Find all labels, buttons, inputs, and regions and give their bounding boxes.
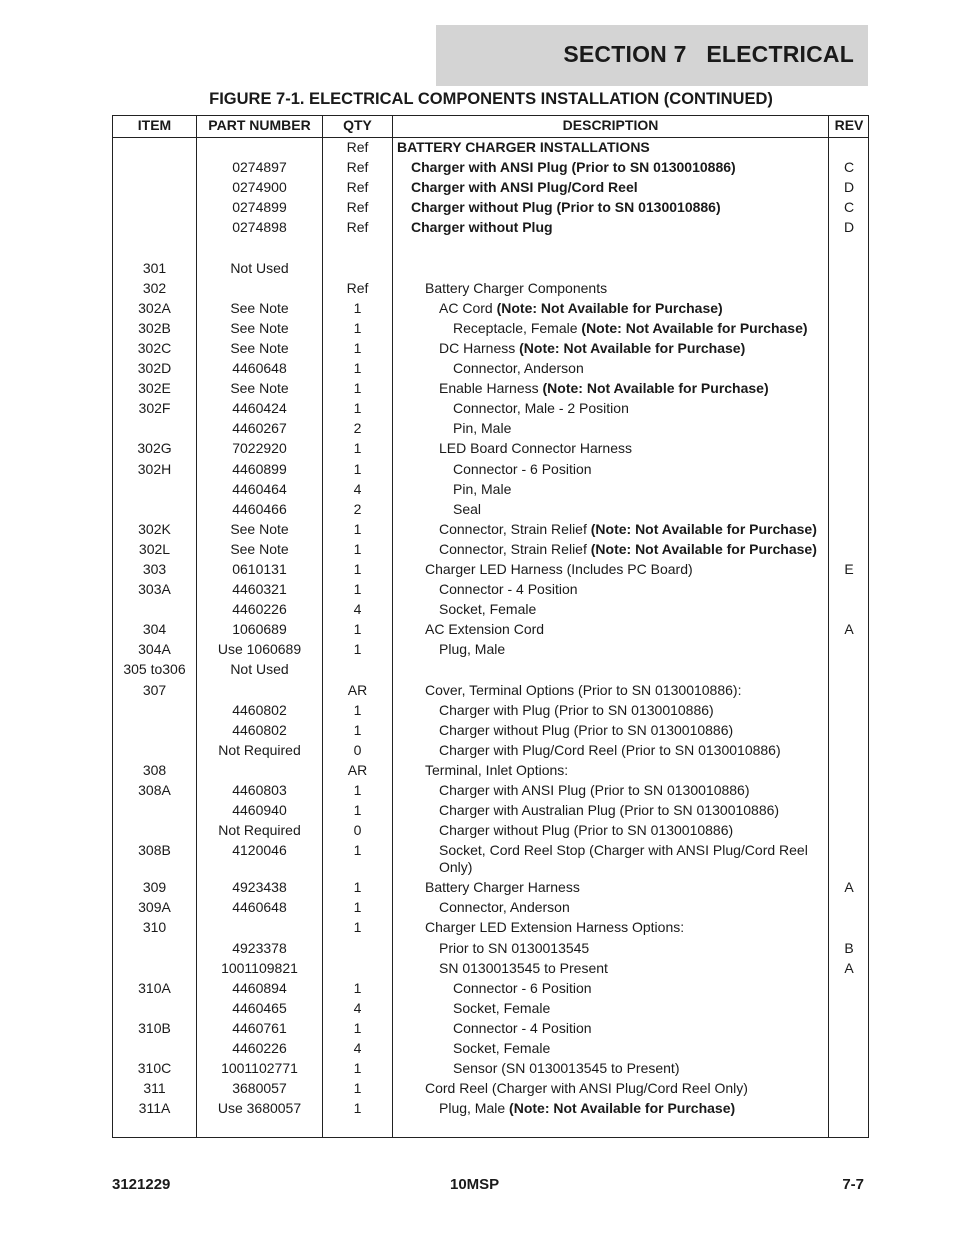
part-number: Not Required xyxy=(218,741,301,758)
description-text: Charger without Plug (Prior to SN 0130010886) xyxy=(439,721,734,738)
description-text: Plug, Male xyxy=(439,641,506,658)
description xyxy=(453,360,825,377)
part-number: 4460899 xyxy=(232,460,287,477)
description xyxy=(425,561,825,578)
part-number: See Note xyxy=(230,520,289,537)
quantity: Ref xyxy=(346,139,369,155)
description-text: DC Harness xyxy=(439,339,520,356)
description-text: Battery Charger Harness xyxy=(425,879,580,896)
description xyxy=(439,601,825,618)
description-text: Charger with ANSI Plug (Prior to SN 0130010886) xyxy=(439,782,750,798)
description-text: Pin, Male xyxy=(453,420,512,437)
item-number: 309A xyxy=(138,899,171,916)
description xyxy=(425,682,825,699)
description xyxy=(439,440,825,457)
description-text: Socket, Female xyxy=(453,999,551,1016)
revision: A xyxy=(844,879,854,896)
description xyxy=(425,879,825,896)
part-number: 4460226 xyxy=(232,1040,287,1057)
figure-title: FIGURE 7-1. ELECTRICAL COMPONENTS INSTALLATION (CONTINUED) xyxy=(209,90,773,108)
description xyxy=(453,320,825,337)
table-row xyxy=(113,999,868,1019)
table-row xyxy=(113,721,868,741)
description-text: Charger with Plug/Cord Reel (Prior to SN 0130010886) xyxy=(439,741,781,758)
part-number: See Note xyxy=(230,540,289,557)
part-number: 4460464 xyxy=(232,480,287,497)
item-number: 302B xyxy=(138,319,171,336)
description-text: Connector, Strain Relief xyxy=(439,520,591,537)
item-number: 303A xyxy=(138,581,171,598)
header-description: DESCRIPTION xyxy=(562,117,659,133)
description xyxy=(425,621,825,638)
table-row xyxy=(113,640,868,660)
description-text: Socket, Cord Reel Stop (Charger with ANSI Plug/Cord Reel Only) xyxy=(439,842,808,876)
table-row xyxy=(113,580,868,600)
quantity: 1 xyxy=(353,979,362,996)
quantity: 1 xyxy=(353,360,362,377)
quantity: 1 xyxy=(353,339,362,356)
quantity: 4 xyxy=(353,999,362,1016)
description xyxy=(411,159,825,176)
table-row xyxy=(113,821,868,841)
table-row xyxy=(113,1019,868,1039)
part-number: Not Used xyxy=(230,259,289,276)
description-text: Cord Reel (Charger with ANSI Plug/Cord Reel Only) xyxy=(425,1080,748,1097)
quantity: AR xyxy=(347,761,368,778)
part-number: 0274897 xyxy=(232,159,287,176)
part-number: 1001102771 xyxy=(221,1060,298,1077)
part-number: 4460802 xyxy=(232,701,287,718)
description xyxy=(439,521,825,538)
table-row xyxy=(113,158,868,178)
quantity: Ref xyxy=(346,159,369,176)
description-text: Prior to SN 0130013545 xyxy=(439,939,590,956)
part-number: 4460803 xyxy=(232,782,287,798)
quantity: 0 xyxy=(353,822,362,839)
part-number: 4460648 xyxy=(232,360,287,377)
item-number: 301 xyxy=(142,259,167,276)
quantity: 2 xyxy=(353,420,362,437)
quantity: 1 xyxy=(353,782,362,798)
part-number: 0274900 xyxy=(232,179,287,196)
quantity: 1 xyxy=(353,560,362,577)
description-text: Sensor (SN 0130013545 to Present) xyxy=(453,1060,680,1077)
description-text: Connector - 6 Position xyxy=(453,460,592,477)
table-row xyxy=(113,299,868,319)
item-number: 308B xyxy=(138,842,171,859)
description-bold-text: Charger without Plug (Prior to SN 0130010886) xyxy=(411,199,721,216)
item-number: 308 xyxy=(142,761,167,778)
description-bold-text: (Note: Not Available for Purchase) xyxy=(590,520,817,537)
quantity: 1 xyxy=(353,299,362,316)
description-text: Socket, Female xyxy=(439,601,537,618)
description xyxy=(439,300,825,317)
description xyxy=(453,1000,825,1017)
table-row xyxy=(113,1099,868,1119)
table-row xyxy=(113,681,868,701)
item-number: 302F xyxy=(138,400,171,417)
description xyxy=(425,919,825,936)
quantity: 2 xyxy=(353,500,362,517)
item-number: 302D xyxy=(137,360,172,377)
description-bold-text: (Note: Not Available for Purchase) xyxy=(509,1100,736,1117)
description-text: Socket, Female xyxy=(453,1040,551,1057)
description-text: Enable Harness xyxy=(439,380,543,397)
table-row xyxy=(113,560,868,580)
header-rev: REV xyxy=(834,117,864,133)
quantity: 1 xyxy=(353,802,362,819)
description-text: Charger LED Harness (Includes PC Board) xyxy=(425,560,693,577)
item-number: 305 to306 xyxy=(123,661,186,678)
section-header-box xyxy=(436,25,868,86)
description xyxy=(453,501,825,518)
description-text: Battery Charger Components xyxy=(425,279,608,296)
table-row xyxy=(113,841,868,878)
description-bold-text: (Note: Not Available for Purchase) xyxy=(581,319,808,336)
quantity: 1 xyxy=(353,899,362,916)
part-number: 7022920 xyxy=(232,440,287,457)
quantity: 1 xyxy=(353,380,362,397)
item-number: 302A xyxy=(138,299,171,316)
revision: A xyxy=(844,621,854,638)
quantity: 1 xyxy=(353,621,362,638)
section-title: SECTION 7 ELECTRICAL xyxy=(563,41,854,67)
table-row xyxy=(113,279,868,299)
part-number: See Note xyxy=(230,319,289,336)
item-number: 308A xyxy=(138,782,171,798)
revision: C xyxy=(843,159,855,176)
description xyxy=(453,1040,825,1057)
description-text: AC Extension Cord xyxy=(425,621,545,638)
quantity: 1 xyxy=(353,520,362,537)
description xyxy=(439,1100,825,1117)
table-row xyxy=(113,660,868,680)
header-item: ITEM xyxy=(137,117,172,133)
description-text: Connector, Anderson xyxy=(453,360,584,377)
description-text: Charger without Plug (Prior to SN 0130010886) xyxy=(439,822,734,839)
part-number: 3680057 xyxy=(232,1080,287,1097)
item-number: 304A xyxy=(138,641,171,658)
table-row xyxy=(113,500,868,520)
item-number: 302E xyxy=(138,380,171,397)
quantity: 1 xyxy=(353,1019,362,1036)
table-row xyxy=(113,339,868,359)
description-text: Charger LED Extension Harness Options: xyxy=(425,919,685,936)
revision: D xyxy=(843,179,855,196)
description xyxy=(397,139,825,156)
item-number: 302H xyxy=(137,460,172,477)
part-number: 4460940 xyxy=(232,802,287,819)
revision: D xyxy=(843,219,855,236)
table-row xyxy=(113,399,868,419)
quantity: 1 xyxy=(353,1080,362,1097)
part-number: 4460267 xyxy=(232,420,287,437)
table-row xyxy=(113,979,868,999)
revision: C xyxy=(843,199,855,216)
quantity: 4 xyxy=(353,1040,362,1057)
quantity: Ref xyxy=(346,179,369,196)
description-text: Connector, Strain Relief xyxy=(439,540,591,557)
part-number: 4923378 xyxy=(232,939,287,956)
table-row xyxy=(113,460,868,480)
item-number: 311A xyxy=(138,1100,171,1117)
part-number: 4460648 xyxy=(232,899,287,916)
description-text: Plug, Male xyxy=(439,1100,510,1117)
part-number: 0274899 xyxy=(232,199,287,216)
part-number: 4460802 xyxy=(232,721,287,738)
description-bold-text: Charger without Plug xyxy=(411,219,553,236)
quantity: 1 xyxy=(353,721,362,738)
revision: E xyxy=(844,560,854,577)
table-row xyxy=(113,620,868,640)
table-row xyxy=(113,939,868,959)
description-text: Terminal, Inlet Options: xyxy=(425,761,569,778)
quantity: 1 xyxy=(353,919,362,936)
item-number: 309 xyxy=(142,879,167,896)
item-number: 304 xyxy=(142,621,167,638)
item-number: 302L xyxy=(138,540,171,557)
item-number: 302K xyxy=(138,520,171,537)
description xyxy=(439,380,825,397)
description-text: Charger with Australian Plug (Prior to SN 0130010886) xyxy=(439,802,780,819)
table-row xyxy=(113,439,868,459)
table-row xyxy=(113,741,868,761)
description xyxy=(439,842,825,876)
description xyxy=(453,980,825,997)
quantity: 4 xyxy=(353,480,362,497)
description-text: Receptacle, Female xyxy=(453,319,582,336)
item-number: 302G xyxy=(137,440,172,457)
description xyxy=(411,179,825,196)
description xyxy=(425,1080,825,1097)
table-row xyxy=(113,480,868,500)
description xyxy=(439,960,825,977)
table-row xyxy=(113,218,868,238)
item-number: 302C xyxy=(137,339,172,356)
footer-page-number: 7-7 xyxy=(842,1176,864,1193)
quantity: Ref xyxy=(346,279,369,296)
quantity: 1 xyxy=(353,879,362,896)
part-number: 0610131 xyxy=(232,560,287,577)
table-row xyxy=(113,359,868,379)
revision: A xyxy=(844,959,854,976)
revision: B xyxy=(844,939,854,956)
description xyxy=(411,219,825,236)
part-number: 4460894 xyxy=(232,979,287,996)
description xyxy=(425,762,825,779)
item-number: 303 xyxy=(142,560,167,577)
description xyxy=(439,641,825,658)
quantity: 1 xyxy=(353,400,362,417)
description-text: SN 0130013545 to Present xyxy=(439,959,608,976)
item-number: 310A xyxy=(138,979,171,996)
item-number: 311 xyxy=(143,1080,166,1097)
part-number: 4120046 xyxy=(232,842,287,859)
description xyxy=(439,581,825,598)
table-body xyxy=(113,138,868,1119)
quantity: 4 xyxy=(353,601,362,618)
description xyxy=(453,420,825,437)
part-number: See Note xyxy=(230,299,289,316)
description-bold-text: (Note: Not Available for Purchase) xyxy=(519,339,746,356)
quantity: 1 xyxy=(353,1060,362,1077)
table-row xyxy=(113,1079,868,1099)
footer-doc-number: 3121229 xyxy=(112,1176,171,1193)
quantity: 1 xyxy=(353,701,362,718)
description xyxy=(453,481,825,498)
description xyxy=(439,802,825,819)
part-number: 0274898 xyxy=(232,219,287,236)
quantity: 1 xyxy=(353,460,362,477)
part-number: Use 1060689 xyxy=(217,641,302,658)
description xyxy=(453,461,825,478)
description xyxy=(453,400,825,417)
quantity: AR xyxy=(347,681,368,698)
description-text: AC Cord xyxy=(439,299,497,316)
table-row xyxy=(113,1059,868,1079)
table-row xyxy=(113,419,868,439)
description-text: LED Board Connector Harness xyxy=(439,440,632,457)
table-row xyxy=(113,1039,868,1059)
table-row xyxy=(113,781,868,801)
quantity: 1 xyxy=(353,1100,362,1117)
part-number: 4460424 xyxy=(232,400,287,417)
quantity: Ref xyxy=(346,199,369,216)
description-bold-text: BATTERY CHARGER INSTALLATIONS xyxy=(397,139,650,155)
description xyxy=(439,940,825,957)
description xyxy=(453,1060,825,1077)
part-number: 4923438 xyxy=(232,879,287,896)
part-number: See Note xyxy=(230,380,289,397)
header-part-number: PART NUMBER xyxy=(208,117,311,133)
description-bold-text: (Note: Not Available for Purchase) xyxy=(590,540,817,557)
description-bold-text: (Note: Not Available for Purchase) xyxy=(542,380,769,397)
table-row xyxy=(113,238,868,258)
description-bold-text: Charger with ANSI Plug/Cord Reel xyxy=(411,179,638,196)
description-text: Connector, Male - 2 Position xyxy=(453,400,629,417)
description xyxy=(439,722,825,739)
description xyxy=(439,782,825,799)
description-text: Connector - 4 Position xyxy=(439,581,578,598)
table-row xyxy=(113,319,868,339)
description xyxy=(439,702,825,719)
item-number: 310C xyxy=(137,1060,172,1077)
description xyxy=(425,280,825,297)
table-row xyxy=(113,801,868,821)
description-text: Cover, Terminal Options (Prior to SN 0130010886): xyxy=(425,681,742,698)
description xyxy=(453,1020,825,1037)
description xyxy=(439,340,825,357)
description xyxy=(439,742,825,759)
table-row xyxy=(113,600,868,620)
description xyxy=(439,541,825,558)
description-text: Pin, Male xyxy=(453,480,512,497)
item-number: 310 xyxy=(142,919,167,936)
description-text: Seal xyxy=(453,500,482,517)
quantity: 1 xyxy=(353,842,362,859)
description xyxy=(439,899,825,916)
table-row xyxy=(113,379,868,399)
table-row xyxy=(113,540,868,560)
part-number: 4460465 xyxy=(232,999,287,1016)
table-row xyxy=(113,138,868,158)
part-number: See Note xyxy=(230,339,289,356)
quantity: 1 xyxy=(353,319,362,336)
quantity: 1 xyxy=(353,641,362,658)
parts-table xyxy=(112,115,869,1138)
quantity: 1 xyxy=(353,540,362,557)
header-qty: QTY xyxy=(343,117,372,133)
part-number: 4460321 xyxy=(232,581,287,598)
description-text: Connector, Anderson xyxy=(439,899,570,916)
table-row xyxy=(113,701,868,721)
table-row xyxy=(113,878,868,898)
description xyxy=(439,822,825,839)
quantity: 0 xyxy=(353,741,362,758)
description xyxy=(411,199,825,216)
table-row xyxy=(113,178,868,198)
part-number: Not Used xyxy=(230,661,289,678)
table-row xyxy=(113,898,868,918)
table-row xyxy=(113,198,868,218)
item-number: 310B xyxy=(138,1019,171,1036)
item-number: 302 xyxy=(142,279,167,296)
table-row xyxy=(113,520,868,540)
part-number: 4460226 xyxy=(232,601,287,618)
part-number: 4460761 xyxy=(232,1019,287,1036)
part-number: 1060689 xyxy=(232,621,287,638)
table-row xyxy=(113,959,868,979)
table-row xyxy=(113,259,868,279)
description-text: Connector - 4 Position xyxy=(453,1019,592,1036)
part-number: Use 3680057 xyxy=(217,1100,302,1117)
description-bold-text: Charger with ANSI Plug (Prior to SN 0130010886) xyxy=(411,159,736,176)
item-number: 307 xyxy=(142,681,167,698)
description-text: Charger with Plug (Prior to SN 0130010886) xyxy=(439,701,714,718)
description-bold-text: (Note: Not Available for Purchase) xyxy=(496,299,723,316)
table-row xyxy=(113,918,868,938)
quantity: 1 xyxy=(353,581,362,598)
description-text: Connector - 6 Position xyxy=(453,979,592,996)
part-number: 1001109821 xyxy=(221,959,298,976)
quantity: Ref xyxy=(346,219,369,236)
part-number: 4460466 xyxy=(232,500,287,517)
part-number: Not Required xyxy=(218,822,301,839)
table-row xyxy=(113,761,868,781)
quantity: 1 xyxy=(353,440,362,457)
footer-model: 10MSP xyxy=(450,1176,500,1193)
